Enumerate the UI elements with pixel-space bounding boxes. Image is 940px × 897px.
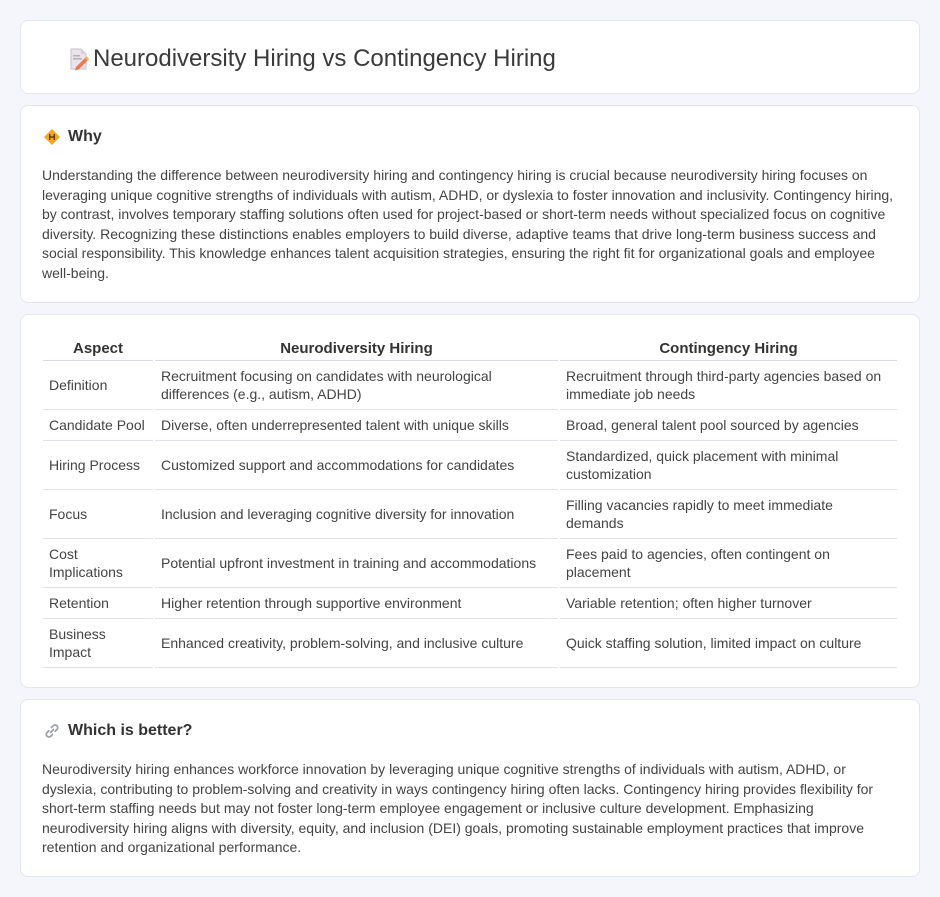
why-text: Understanding the difference between neurodiversity hiring and contingency hiring is crucial because neurodiversity hiring focuses on leveraging unique cognitive strengths of individuals with autism, ADHD, or dyslexia to foster innovation and inclusivity. Contingency hiring, by contrast, involves temporary staffing solutions often used for project-based or short-term needs without specialized focus on cognitive diversity. Recognizing these distinctions enables employers to build diverse, adaptive teams that drive long-term business success and social responsibility. This knowledge enhances talent acquisition strategies, ensuring the right fit for organizational goals and employee well-being. <box>42 167 894 281</box>
why-heading-row <box>43 127 102 147</box>
contingency-cell: Filling vacancies rapidly to meet immediate demands <box>560 490 897 539</box>
contingency-cell: Variable retention; often higher turnover <box>560 588 897 619</box>
table-row <box>43 619 897 668</box>
contingency-cell: Recruitment through third-party agencies based on immediate job needs <box>560 361 897 410</box>
contingency-cell: Standardized, quick placement with minimal customization <box>560 441 897 490</box>
neurodiversity-cell: Diverse, often underrepresented talent with unique skills <box>155 410 558 441</box>
title-card <box>20 20 920 94</box>
header-neurodiversity: Neurodiversity Hiring <box>155 337 558 361</box>
contingency-cell: Broad, general talent pool sourced by agencies <box>560 410 897 441</box>
neurodiversity-cell: Higher retention through supportive environment <box>155 588 558 619</box>
diamond-warning-icon <box>43 128 61 146</box>
page-title: Neurodiversity Hiring vs Contingency Hiring <box>93 45 556 72</box>
table-row <box>43 410 897 441</box>
aspect-cell: Cost Implications <box>43 539 153 588</box>
aspect-cell: Focus <box>43 490 153 539</box>
better-heading-row <box>43 721 192 741</box>
aspect-cell: Hiring Process <box>43 441 153 490</box>
header-aspect: Aspect <box>43 337 153 361</box>
document-pencil-icon <box>67 47 91 71</box>
table-row <box>43 441 897 490</box>
better-text: Neurodiversity hiring enhances workforce innovation by leveraging unique cognitive strengths of individuals with autism, ADHD, or dyslexia, contributing to problem-solving and creativity in ways contingency hiring often lacks. Contingency hiring provides flexibility for short-term staffing needs but may not foster long-term employee engagement or inclusive culture development. Emphasizing neurodiversity hiring aligns with diversity, equity, and inclusion (DEI) goals, promoting sustainable employment practices that improve retention and organizational performance. <box>42 761 874 856</box>
why-section <box>20 105 920 303</box>
comparison-table <box>41 337 899 668</box>
which-is-better-section <box>20 699 920 877</box>
better-heading: Which is better? <box>68 722 193 739</box>
aspect-cell: Candidate Pool <box>43 410 153 441</box>
header-contingency: Contingency Hiring <box>560 337 897 361</box>
table-row <box>43 539 897 588</box>
table-row <box>43 361 897 410</box>
neurodiversity-cell: Inclusion and leveraging cognitive diversity for innovation <box>155 490 558 539</box>
comparison-section <box>20 314 920 688</box>
neurodiversity-cell: Enhanced creativity, problem-solving, and inclusive culture <box>155 619 558 668</box>
contingency-cell: Fees paid to agencies, often contingent on placement <box>560 539 897 588</box>
aspect-cell: Business Impact <box>43 619 153 668</box>
link-icon <box>43 722 61 740</box>
neurodiversity-cell: Customized support and accommodations for candidates <box>155 441 558 490</box>
table-header-row <box>43 337 897 361</box>
aspect-cell: Retention <box>43 588 153 619</box>
table-row <box>43 490 897 539</box>
neurodiversity-cell: Potential upfront investment in training and accommodations <box>155 539 558 588</box>
aspect-cell: Definition <box>43 361 153 410</box>
contingency-cell: Quick staffing solution, limited impact on culture <box>560 619 897 668</box>
table-row <box>43 588 897 619</box>
neurodiversity-cell: Recruitment focusing on candidates with neurological differences (e.g., autism, ADHD) <box>155 361 558 410</box>
why-heading: Why <box>68 128 102 145</box>
